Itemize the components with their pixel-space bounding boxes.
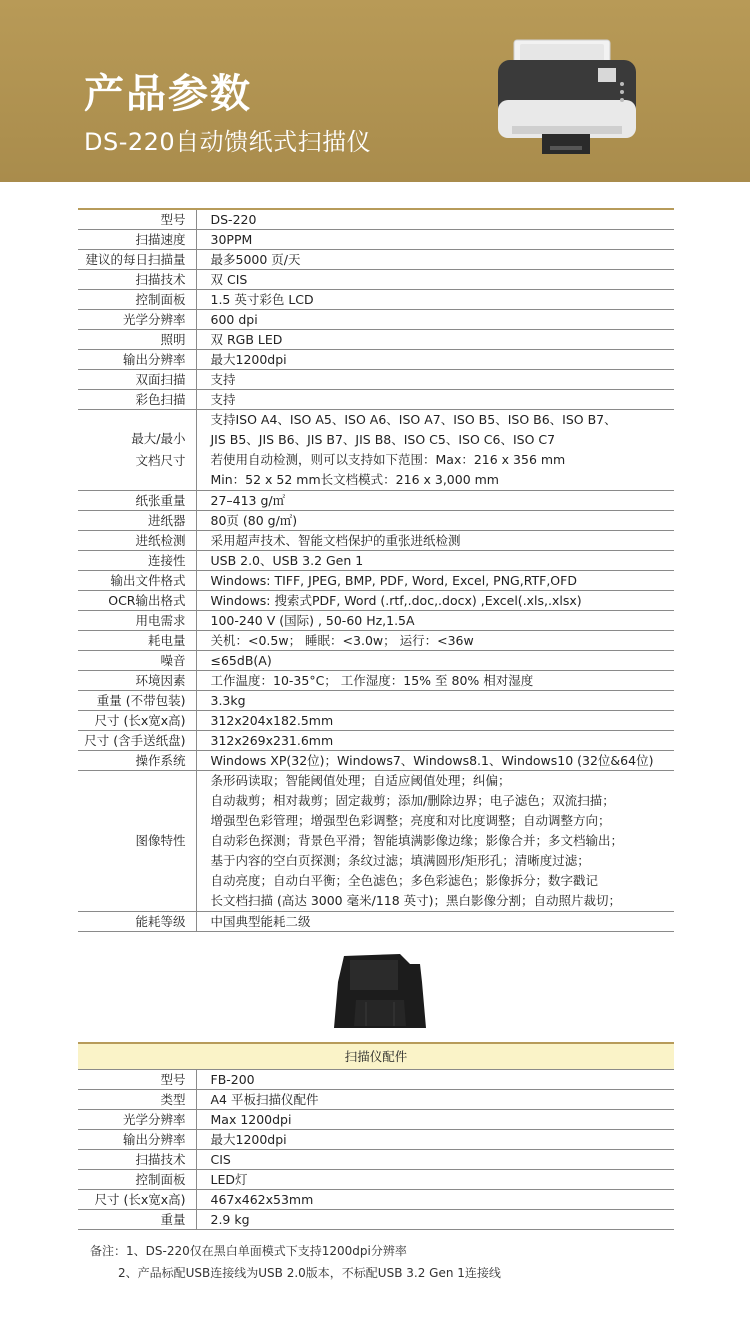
spec-value-line: 基于内容的空白页探测；条纹过滤；填满圆形/矩形孔；清晰度过滤； xyxy=(210,853,590,868)
spec-label: 重量 (不带包装) xyxy=(78,691,196,711)
table-row xyxy=(78,230,674,250)
table-row xyxy=(78,410,674,491)
table-row xyxy=(78,1149,674,1169)
page-subtitle: DS-220自动馈纸式扫描仪 xyxy=(84,128,372,156)
table-row xyxy=(78,290,674,310)
spec-table xyxy=(78,208,674,932)
spec-value: A4 平板扫描仪配件 xyxy=(196,1089,674,1109)
accessory-heading: 扫描仪配件 xyxy=(78,1043,674,1069)
table-row xyxy=(78,370,674,390)
spec-value: Max 1200dpi xyxy=(196,1109,674,1129)
table-row xyxy=(78,671,674,691)
spec-label: 控制面板 xyxy=(78,290,196,310)
spec-value: LED灯 xyxy=(196,1169,674,1189)
table-row xyxy=(78,1189,674,1209)
table-row xyxy=(78,1069,674,1089)
table-row xyxy=(78,250,674,270)
note-1: 备注：1、DS-220仅在黑白单面模式下支持1200dpi分辨率 xyxy=(90,1244,407,1258)
spec-label: 图像特性 xyxy=(78,771,196,912)
table-row xyxy=(78,511,674,531)
table-row xyxy=(78,711,674,731)
spec-value: 双 CIS xyxy=(196,270,674,290)
table-row xyxy=(78,912,674,932)
spec-value-line: 自动裁剪；相对裁剪；固定裁剪；添加/删除边界；电子滤色；双流扫描； xyxy=(210,793,615,808)
spec-label: 控制面板 xyxy=(78,1169,196,1189)
table-row xyxy=(78,330,674,350)
spec-label: 光学分辨率 xyxy=(78,310,196,330)
spec-value: 最大1200dpi xyxy=(196,1129,674,1149)
spec-label: 重量 xyxy=(78,1209,196,1229)
spec-value: Windows: TIFF, JPEG, BMP, PDF, Word, Excel, PNG,RTF,OFD xyxy=(196,571,674,591)
spec-value: 双 RGB LED xyxy=(196,330,674,350)
spec-value xyxy=(196,410,674,491)
spec-value-line: 若使用自动检测，则可以支持如下范围：Max：216 x 356 mm xyxy=(210,452,566,467)
spec-label: 进纸器 xyxy=(78,511,196,531)
spec-value: 最大1200dpi xyxy=(196,350,674,370)
footnotes xyxy=(90,1240,501,1284)
table-row xyxy=(78,270,674,290)
table-row xyxy=(78,310,674,330)
spec-label: 尺寸 (含手送纸盘) xyxy=(78,731,196,751)
spec-value: USB 2.0、USB 3.2 Gen 1 xyxy=(196,551,674,571)
table-row xyxy=(78,1169,674,1189)
table-row xyxy=(78,751,674,771)
table-row xyxy=(78,551,674,571)
spec-label: 输出文件格式 xyxy=(78,571,196,591)
spec-label: 双面扫描 xyxy=(78,370,196,390)
spec-label: 尺寸 (长x宽x高) xyxy=(78,711,196,731)
spec-value-line: JIS B5、JIS B6、JIS B7、JIS B8、ISO C5、ISO C6、ISO C7 xyxy=(210,432,556,447)
spec-label: 扫描技术 xyxy=(78,270,196,290)
spec-label: 用电需求 xyxy=(78,611,196,631)
spec-value-line: 增强型色彩管理；增强型色彩调整；亮度和对比度调整；自动调整方向； xyxy=(210,813,611,828)
spec-value: 3.3kg xyxy=(196,691,674,711)
table-row xyxy=(78,1129,674,1149)
spec-label: 扫描技术 xyxy=(78,1149,196,1169)
spec-label: 彩色扫描 xyxy=(78,390,196,410)
spec-label: 型号 xyxy=(78,209,196,230)
table-row xyxy=(78,771,674,912)
spec-value-line: 条形码读取；智能阈值处理；自适应阈值处理；纠偏； xyxy=(210,773,511,788)
scanner-product-image xyxy=(492,38,642,158)
spec-value: 支持 xyxy=(196,370,674,390)
spec-label: 建议的每日扫描量 xyxy=(78,250,196,270)
spec-value: 27–413 g/㎡ xyxy=(196,491,674,511)
spec-value: 30PPM xyxy=(196,230,674,250)
table-row xyxy=(78,531,674,551)
accessory-table xyxy=(78,1042,674,1230)
table-row xyxy=(78,1209,674,1229)
spec-label: 操作系统 xyxy=(78,751,196,771)
table-row xyxy=(78,631,674,651)
spec-label: 噪音 xyxy=(78,651,196,671)
header-banner xyxy=(0,0,750,182)
spec-label: 尺寸 (长x宽x高) xyxy=(78,1189,196,1209)
spec-value: 工作温度：10-35°C； 工作湿度：15% 至 80% 相对湿度 xyxy=(196,671,674,691)
spec-label: 型号 xyxy=(78,1069,196,1089)
spec-label: 连接性 xyxy=(78,551,196,571)
table-row xyxy=(78,390,674,410)
spec-value: ≤65dB(A) xyxy=(196,651,674,671)
spec-label: 照明 xyxy=(78,330,196,350)
spec-value xyxy=(196,771,674,912)
table-row xyxy=(78,611,674,631)
spec-value: 1.5 英寸彩色 LCD xyxy=(196,290,674,310)
spec-value: FB-200 xyxy=(196,1069,674,1089)
spec-label: 能耗等级 xyxy=(78,912,196,932)
table-row xyxy=(78,691,674,711)
spec-label: 扫描速度 xyxy=(78,230,196,250)
spec-value: DS-220 xyxy=(196,209,674,230)
spec-value-line: 自动彩色探测；背景色平滑；智能填满影像边缘；影像合并；多文档输出； xyxy=(210,833,624,848)
table-row xyxy=(78,571,674,591)
table-row xyxy=(78,350,674,370)
spec-value-line: 自动亮度；自动白平衡；全色滤色；多色彩滤色；影像拆分；数字戳记 xyxy=(210,873,599,888)
spec-label: OCR输出格式 xyxy=(78,591,196,611)
spec-label: 纸张重量 xyxy=(78,491,196,511)
spec-value-line: Min：52 x 52 mm长文档模式：216 x 3,000 mm xyxy=(210,472,499,487)
spec-value: 关机：<0.5w； 睡眠：<3.0w； 运行：<36w xyxy=(196,631,674,651)
spec-value: 467x462x53mm xyxy=(196,1189,674,1209)
spec-value: 600 dpi xyxy=(196,310,674,330)
spec-value: Windows: 搜索式PDF, Word (.rtf,.doc,.docx) ,Excel(.xls,.xlsx) xyxy=(196,591,674,611)
spec-label: 环境因素 xyxy=(78,671,196,691)
spec-value: 中国典型能耗二级 xyxy=(196,912,674,932)
spec-value-line: 支持ISO A4、ISO A5、ISO A6、ISO A7、ISO B5、ISO B6、ISO B7、 xyxy=(210,412,617,427)
spec-value: Windows XP(32位)；Windows7、Windows8.1、Windows10 (32位&64位) xyxy=(196,751,674,771)
spec-label: 最大/最小 文档尺寸 xyxy=(78,410,196,491)
table-row xyxy=(78,209,674,230)
flatbed-accessory-image xyxy=(330,942,430,1032)
spec-value: 312x204x182.5mm xyxy=(196,711,674,731)
spec-value: 2.9 kg xyxy=(196,1209,674,1229)
spec-value: 采用超声技术、智能文档保护的重张进纸检测 xyxy=(196,531,674,551)
spec-label: 耗电量 xyxy=(78,631,196,651)
spec-value: 80页 (80 g/㎡) xyxy=(196,511,674,531)
spec-label: 进纸检测 xyxy=(78,531,196,551)
spec-value: 最多5000 页/天 xyxy=(196,250,674,270)
spec-value: CIS xyxy=(196,1149,674,1169)
note-2: 2、产品标配USB连接线为USB 2.0版本，不标配USB 3.2 Gen 1连接线 xyxy=(118,1266,501,1280)
table-row xyxy=(78,651,674,671)
accessory-table-header xyxy=(78,1043,674,1069)
page-title: 产品参数 xyxy=(84,71,252,117)
spec-value-line: 长文档扫描 (高达 3000 毫米/118 英寸)；黑白影像分割；自动照片裁切； xyxy=(210,893,622,908)
table-row xyxy=(78,591,674,611)
spec-value: 支持 xyxy=(196,390,674,410)
spec-value: 100-240 V (国际) , 50-60 Hz,1.5A xyxy=(196,611,674,631)
table-row xyxy=(78,491,674,511)
table-row xyxy=(78,1109,674,1129)
table-row xyxy=(78,1089,674,1109)
table-row xyxy=(78,731,674,751)
spec-label: 光学分辨率 xyxy=(78,1109,196,1129)
spec-label: 输出分辨率 xyxy=(78,350,196,370)
spec-label: 类型 xyxy=(78,1089,196,1109)
spec-label: 输出分辨率 xyxy=(78,1129,196,1149)
spec-value: 312x269x231.6mm xyxy=(196,731,674,751)
